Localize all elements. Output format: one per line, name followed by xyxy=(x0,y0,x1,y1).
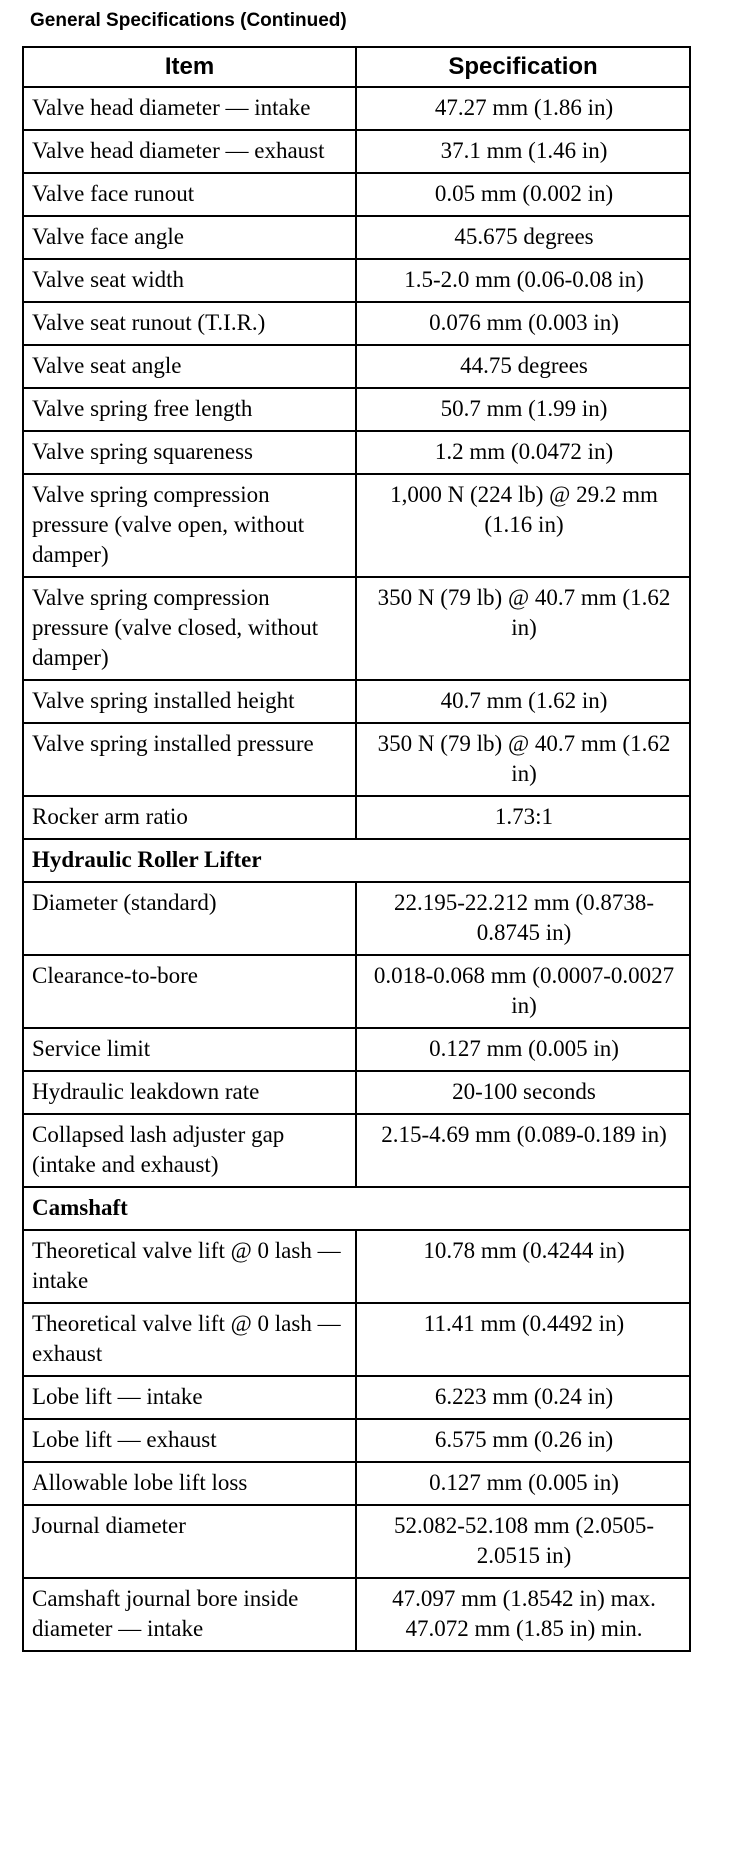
table-row xyxy=(23,1071,690,1114)
specification-cell: 47.27 mm (1.86 in) xyxy=(356,87,690,130)
item-cell: Valve head diameter — intake xyxy=(23,87,356,130)
table-row xyxy=(23,1462,690,1505)
specification-cell: 350 N (79 lb) @ 40.7 mm (1.62 in) xyxy=(356,577,690,680)
specification-cell: 1.2 mm (0.0472 in) xyxy=(356,431,690,474)
specification-cell: 52.082-52.108 mm (2.0505-2.0515 in) xyxy=(356,1505,690,1578)
specification-cell: 45.675 degrees xyxy=(356,216,690,259)
table-row xyxy=(23,1028,690,1071)
item-cell: Collapsed lash adjuster gap (intake and exhaust) xyxy=(23,1114,356,1187)
item-cell: Lobe lift — intake xyxy=(23,1376,356,1419)
table-row xyxy=(23,1303,690,1376)
item-cell: Valve spring installed pressure xyxy=(23,723,356,796)
section-title: Camshaft xyxy=(23,1187,690,1230)
specification-cell: 0.076 mm (0.003 in) xyxy=(356,302,690,345)
specification-cell: 350 N (79 lb) @ 40.7 mm (1.62 in) xyxy=(356,723,690,796)
specification-cell xyxy=(356,1578,690,1651)
table-row xyxy=(23,723,690,796)
table-row xyxy=(23,1376,690,1419)
item-cell: Journal diameter xyxy=(23,1505,356,1578)
item-cell: Valve seat width xyxy=(23,259,356,302)
specification-cell: 11.41 mm (0.4492 in) xyxy=(356,1303,690,1376)
item-cell: Valve seat angle xyxy=(23,345,356,388)
table-row xyxy=(23,1230,690,1303)
table-header-row xyxy=(23,47,690,87)
section-header-row xyxy=(23,839,690,882)
item-cell: Valve spring compression pressure (valve closed, without damper) xyxy=(23,577,356,680)
item-cell: Allowable lobe lift loss xyxy=(23,1462,356,1505)
table-row xyxy=(23,345,690,388)
specification-cell: 1.5-2.0 mm (0.06-0.08 in) xyxy=(356,259,690,302)
table-row xyxy=(23,474,690,577)
spec-table xyxy=(22,46,691,1652)
specification-cell: 0.018-0.068 mm (0.0007-0.0027 in) xyxy=(356,955,690,1028)
item-cell: Valve head diameter — exhaust xyxy=(23,130,356,173)
table-row xyxy=(23,882,690,955)
table-row xyxy=(23,302,690,345)
table-row xyxy=(23,216,690,259)
specification-line: 47.072 mm (1.85 in) min. xyxy=(405,1616,643,1641)
table-row xyxy=(23,680,690,723)
item-cell: Rocker arm ratio xyxy=(23,796,356,839)
item-cell: Valve spring squareness xyxy=(23,431,356,474)
specification-cell: 22.195-22.212 mm (0.8738-0.8745 in) xyxy=(356,882,690,955)
item-cell: Valve seat runout (T.I.R.) xyxy=(23,302,356,345)
column-header-item: Item xyxy=(23,47,356,87)
specification-cell: 40.7 mm (1.62 in) xyxy=(356,680,690,723)
table-row xyxy=(23,1578,690,1651)
section-title: Hydraulic Roller Lifter xyxy=(23,839,690,882)
specification-cell: 37.1 mm (1.46 in) xyxy=(356,130,690,173)
specification-cell: 0.05 mm (0.002 in) xyxy=(356,173,690,216)
table-row xyxy=(23,130,690,173)
table-row xyxy=(23,259,690,302)
specification-cell: 2.15-4.69 mm (0.089-0.189 in) xyxy=(356,1114,690,1187)
specification-cell: 10.78 mm (0.4244 in) xyxy=(356,1230,690,1303)
item-cell: Hydraulic leakdown rate xyxy=(23,1071,356,1114)
table-row xyxy=(23,431,690,474)
table-row xyxy=(23,955,690,1028)
table-row xyxy=(23,87,690,130)
specification-line: 47.097 mm (1.8542 in) max. xyxy=(392,1586,656,1611)
section-header-row xyxy=(23,1187,690,1230)
table-row xyxy=(23,388,690,431)
item-cell: Valve spring installed height xyxy=(23,680,356,723)
item-cell: Valve spring free length xyxy=(23,388,356,431)
item-cell: Valve face angle xyxy=(23,216,356,259)
specification-cell: 50.7 mm (1.99 in) xyxy=(356,388,690,431)
specification-cell: 6.575 mm (0.26 in) xyxy=(356,1419,690,1462)
specification-cell: 1.73:1 xyxy=(356,796,690,839)
specification-cell: 0.127 mm (0.005 in) xyxy=(356,1462,690,1505)
table-row xyxy=(23,173,690,216)
item-cell: Theoretical valve lift @ 0 lash — intake xyxy=(23,1230,356,1303)
specification-cell: 6.223 mm (0.24 in) xyxy=(356,1376,690,1419)
column-header-specification: Specification xyxy=(356,47,690,87)
table-row xyxy=(23,1114,690,1187)
specification-cell: 1,000 N (224 lb) @ 29.2 mm (1.16 in) xyxy=(356,474,690,577)
item-cell: Camshaft journal bore inside diameter — intake xyxy=(23,1578,356,1651)
table-row xyxy=(23,796,690,839)
page-title: General Specifications (Continued) xyxy=(30,10,347,31)
specification-cell: 0.127 mm (0.005 in) xyxy=(356,1028,690,1071)
table-row xyxy=(23,577,690,680)
item-cell: Lobe lift — exhaust xyxy=(23,1419,356,1462)
item-cell: Service limit xyxy=(23,1028,356,1071)
specification-cell: 20-100 seconds xyxy=(356,1071,690,1114)
specification-cell: 44.75 degrees xyxy=(356,345,690,388)
item-cell: Clearance-to-bore xyxy=(23,955,356,1028)
table-row xyxy=(23,1419,690,1462)
item-cell: Theoretical valve lift @ 0 lash — exhaust xyxy=(23,1303,356,1376)
table-row xyxy=(23,1505,690,1578)
item-cell: Diameter (standard) xyxy=(23,882,356,955)
item-cell: Valve face runout xyxy=(23,173,356,216)
item-cell: Valve spring compression pressure (valve open, without damper) xyxy=(23,474,356,577)
spec-table-body xyxy=(23,87,690,1651)
